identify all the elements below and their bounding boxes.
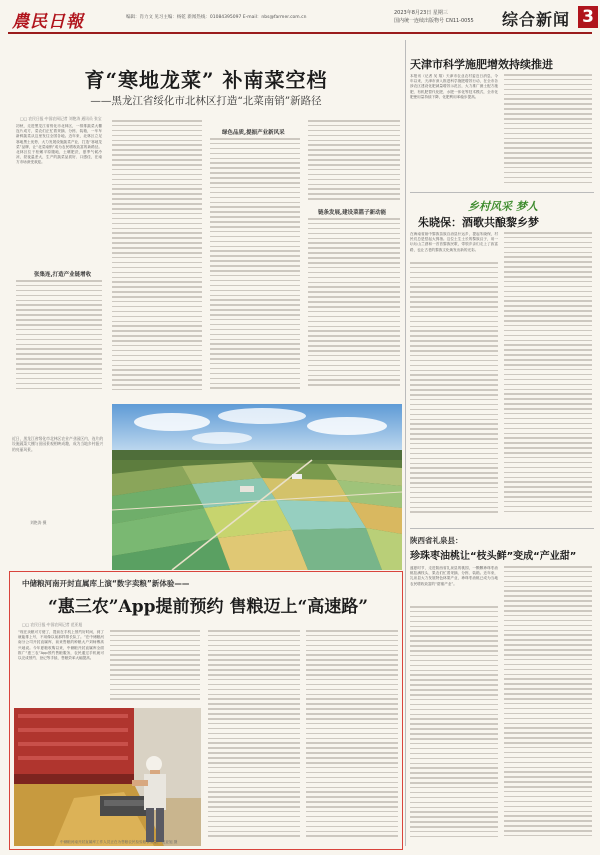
highlighted-story-text — [306, 630, 398, 844]
highlighted-story-body: “现在卖粮可方便了，提前在手机上预约好时间，到了就能排上号，不用像以前那样排长队了。”在中储粮河南分公司开封直属库，前来售粮的种粮大户刘师傅高兴地说。今年夏粮收购以来，中储粮开封直属库全面推广“惠三农”App预约售粮服务，农民通过手机就可以完成预约、登记等手续，售粮效率大幅提高。 — [18, 630, 104, 661]
column-text — [410, 262, 498, 522]
newspaper-logo: 農民日報 — [12, 12, 84, 32]
main-body-text — [112, 120, 202, 395]
main-body-text — [210, 138, 300, 394]
right-story1-body: 本报讯（记者 吴 翔）天津市农业农村委近日消息，今年以来，天津市深入推进科学施肥增效行动，在全市各涉农区建设化肥减量增效示范区，大力推广测土配方施肥、有机肥替代化肥、水肥一体化等技术模式，全市化肥使用量持续下降，化肥利用率稳步提高。 — [410, 74, 498, 99]
highlighted-story-text — [208, 630, 300, 844]
main-subhead-1: 张集连,打造产业链增收 — [34, 272, 92, 278]
highlighted-photo-caption: 中储粮河南开封直属库工作人员正在为售粮农民检验粮食质量。 范亚旭 摄 — [60, 840, 178, 844]
highlighted-story-headline: “惠三农”App提前预约 售粮迈上“高速路” — [48, 597, 368, 617]
issue-date: 2023年8月23日 星期三 — [394, 10, 448, 16]
right-story1-text — [504, 74, 592, 188]
right-story3-text — [504, 566, 592, 846]
column-divider — [405, 40, 406, 846]
highlighted-story-byline: □□ 农民日报·中国农网记者 范亚旭 — [22, 622, 83, 627]
column-headline: 朱晓保：酒歌共酿黎乡梦 — [418, 216, 539, 229]
highlighted-story-text — [110, 630, 200, 704]
story-divider — [410, 192, 594, 193]
right-story3-headline: 珍珠枣油桃让“枝头鲜”变成“产业甜” — [410, 551, 577, 562]
column-body: 在海南省琼中黎族苗族自治县什运乡，提起朱晓保，村民们总是竖起大拇指。这位土生土长的黎族汉子，用一坛坛山兰酒和一首首黎族民歌，带领乡亲们走上了致富路，也让古老的黎族文化焕发出新的光彩。 — [410, 232, 498, 252]
main-subheadline: ——黑龙江省绥化市北林区打造“北菜南销”新路径 — [90, 95, 322, 107]
right-story3-text — [410, 606, 498, 846]
main-byline: □□ 农民日报·中国农网记者 刘艳涛 通讯员 张宝 — [20, 116, 102, 121]
farmland-illustration — [112, 404, 402, 570]
photo-credit: 刘艳涛 摄 — [30, 520, 47, 525]
story-divider — [410, 528, 594, 529]
aerial-farmland-photo — [112, 404, 402, 570]
section-title: 综合新闻 — [502, 10, 571, 29]
main-subhead-2: 绿色品质,提振产业新风采 — [222, 130, 285, 136]
highlighted-story-kicker: 中储粮河南开封直属库上演“数字卖粮”新体验—— — [22, 579, 190, 588]
column-text — [504, 232, 592, 522]
grain-unloading-photo — [14, 708, 201, 846]
column-logo: 乡村风采 梦人 — [468, 200, 538, 213]
masthead-info: 编辑：肖力文 见习主编：杨乾 新闻热线：01084395097 E-mail：nbs@farmer.com.cn — [126, 15, 307, 20]
main-body-text — [16, 280, 102, 392]
right-story3-kicker: 陕西省礼泉县： — [410, 536, 463, 545]
main-body-text — [308, 218, 400, 394]
issue-number: 国内统一连续出版物号 CN11-0055 — [394, 18, 474, 24]
right-story1-headline: 天津市科学施肥增效持续推进 — [410, 58, 553, 71]
main-headline: 育“寒地龙菜” 补南菜空档 — [84, 68, 328, 92]
main-subhead-3: 链条发展,建设菜篮子新动能 — [318, 210, 387, 216]
photo-caption: 近日，黑龙江省绥化市北林区农业产业园区内，连片的设施蔬菜大棚与田园景观相映成趣，成为当地乡村振兴的亮丽风景。 — [12, 436, 104, 452]
main-body-col1: 初秋，走进黑龙江省绥化市北林区，一排排蔬菜大棚连片成方，菜农们正忙着采摘、分拣、装箱，一车车新鲜蔬菜从这里发往全国各地。近年来，北林区立足寒地黑土优势，大力发展设施蔬菜产业，打造“寒地龙菜”品牌，让“北菜南销”成为农民增收致富的新路径。北林区位于松嫩平原腹地，土壤肥沃，夏季气候冷凉，昼夜温差大，生产的蔬菜品质好、口感佳，在南方市场深受欢迎。 — [16, 124, 102, 165]
masthead — [8, 4, 592, 34]
right-story3-body: 盛夏时节，走进陕西省礼泉县的桃园，一颗颗珍珠枣油桃挂满枝头，果农们忙着采摘、分拣、装箱。近年来，礼泉县大力发展特色林果产业，珍珠枣油桃已成为当地农民增收致富的“甜蜜产业”。 — [410, 566, 498, 586]
main-body-text — [308, 120, 400, 204]
grain-worker-illustration — [14, 708, 201, 846]
page-number: 3 — [578, 6, 598, 28]
